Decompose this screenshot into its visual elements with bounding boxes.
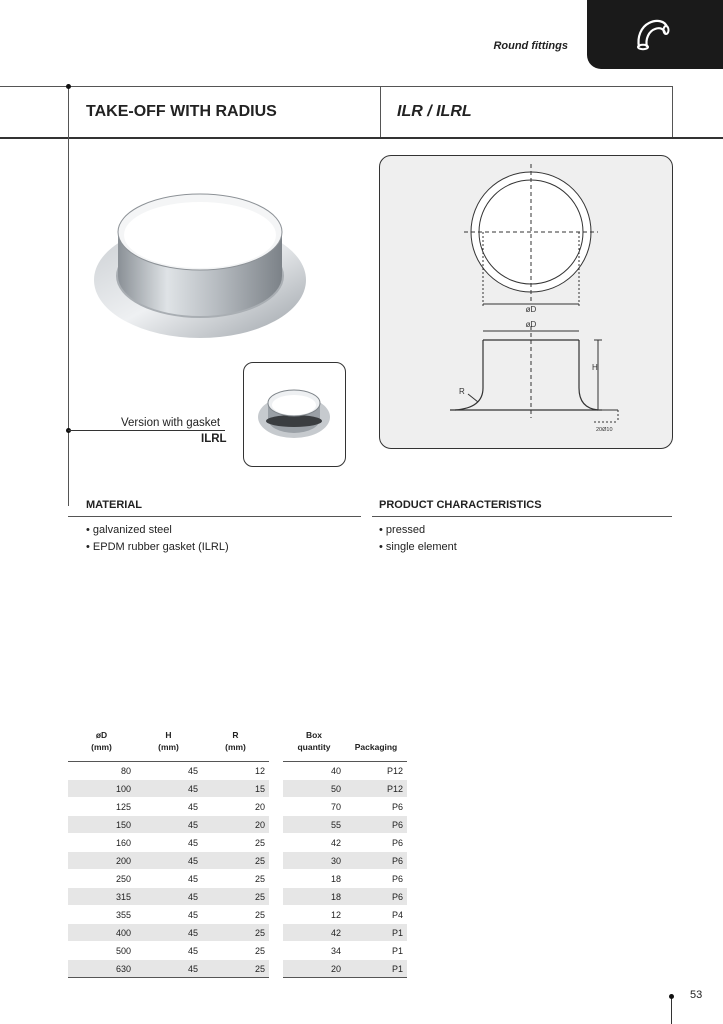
table-cell: P6	[345, 798, 407, 816]
col-header-r: R (mm)	[225, 730, 246, 752]
title-bar-bottom-rule	[0, 137, 723, 139]
margin-rule	[68, 86, 69, 506]
table-cell: P12	[345, 780, 407, 798]
diagram-label-dim: 20Ø10	[596, 427, 613, 433]
product-title: TAKE-OFF WITH RADIUS	[86, 103, 277, 120]
diagram-label-d-top: øD	[525, 305, 537, 314]
dimensions-table	[68, 728, 407, 978]
table-cell: 45	[135, 942, 202, 960]
table-cell: 45	[135, 834, 202, 852]
col-header-pack: Packaging	[354, 742, 398, 752]
table-cell: 100	[68, 780, 135, 798]
table-cell: 160	[68, 834, 135, 852]
table-cell: 50	[283, 780, 345, 798]
table-cell: P6	[345, 870, 407, 888]
table-cell: 12	[283, 906, 345, 924]
product-code: ILR / ILRL	[397, 103, 472, 120]
material-item: • galvanized steel	[86, 524, 172, 536]
gasket-caption-label: Version with gasket	[121, 417, 221, 429]
table-cell: 45	[135, 924, 202, 942]
table-cell: 125	[68, 798, 135, 816]
table-cell: 45	[135, 852, 202, 870]
col-header-h: H (mm)	[158, 730, 179, 752]
material-item: • EPDM rubber gasket (ILRL)	[86, 541, 229, 553]
table-cell: 42	[283, 924, 345, 942]
table-cell: 25	[202, 924, 269, 942]
table-row	[68, 798, 407, 816]
characteristics-item: • pressed	[379, 524, 426, 536]
table-cell: 70	[283, 798, 345, 816]
table-cell: 45	[135, 816, 202, 834]
table-cell: 25	[202, 888, 269, 906]
table-row	[68, 960, 407, 978]
table-cell: 20	[283, 960, 345, 978]
table-cell: 80	[68, 762, 135, 780]
table-cell: 12	[202, 762, 269, 780]
title-bar-top-rule	[0, 86, 672, 87]
page-number: 53	[690, 989, 703, 1001]
table-row	[68, 816, 407, 834]
characteristics-heading: PRODUCT CHARACTERISTICS	[379, 499, 542, 511]
pipe-elbow-icon	[633, 17, 673, 51]
table-cell: 30	[283, 852, 345, 870]
table-cell: P6	[345, 852, 407, 870]
table-cell: 630	[68, 960, 135, 978]
table-cell: 400	[68, 924, 135, 942]
table-row	[68, 834, 407, 852]
table-cell: 45	[135, 798, 202, 816]
table-row	[68, 942, 407, 960]
table-cell: 25	[202, 834, 269, 852]
table-cell: 34	[283, 942, 345, 960]
material-heading: MATERIAL	[86, 499, 143, 511]
title-bar-end	[672, 86, 673, 137]
table-cell: 45	[135, 870, 202, 888]
product-photo	[90, 180, 310, 350]
table-cell: P6	[345, 888, 407, 906]
title-divider	[380, 86, 381, 137]
margin-dot	[66, 84, 71, 89]
table-cell: 42	[283, 834, 345, 852]
table-row	[68, 888, 407, 906]
gasket-photo	[244, 363, 345, 466]
diagram-label-r: R	[459, 387, 465, 396]
table-cell: P1	[345, 960, 407, 978]
table-cell: P1	[345, 924, 407, 942]
col-header-d: øD (mm)	[91, 730, 112, 752]
table-cell: P6	[345, 816, 407, 834]
table-cell: 45	[135, 780, 202, 798]
table-row	[68, 924, 407, 942]
table-cell: 25	[202, 870, 269, 888]
table-cell: 20	[202, 798, 269, 816]
footer-dot	[669, 994, 674, 999]
table-cell: 18	[283, 870, 345, 888]
material-rule	[68, 516, 361, 517]
table-cell: 45	[135, 960, 202, 978]
table-cell: P4	[345, 906, 407, 924]
table-cell: 45	[135, 762, 202, 780]
table-cell: P6	[345, 834, 407, 852]
table-cell: 250	[68, 870, 135, 888]
table-cell: 15	[202, 780, 269, 798]
characteristics-rule	[372, 516, 672, 517]
table-cell: 500	[68, 942, 135, 960]
technical-drawing	[379, 155, 673, 449]
table-cell: 18	[283, 888, 345, 906]
characteristics-item: • single element	[379, 541, 457, 553]
table-cell: 355	[68, 906, 135, 924]
gasket-caption-code: ILRL	[201, 433, 227, 445]
diagram-label-d-side: øD	[525, 320, 537, 329]
diagram-label-h: H	[592, 363, 598, 372]
table-cell: P1	[345, 942, 407, 960]
table-cell: 200	[68, 852, 135, 870]
table-row	[68, 852, 407, 870]
table-cell: 20	[202, 816, 269, 834]
table-cell: 45	[135, 888, 202, 906]
section-label: Round fittings	[493, 40, 568, 52]
table-row	[68, 762, 407, 780]
table-cell: 25	[202, 942, 269, 960]
caption-leader	[68, 430, 225, 431]
col-header-box: Box quantity	[297, 730, 331, 752]
table-cell: 150	[68, 816, 135, 834]
table-cell: 45	[135, 906, 202, 924]
table-row	[68, 870, 407, 888]
table-cell: 315	[68, 888, 135, 906]
table-cell: 25	[202, 960, 269, 978]
table-cell: P12	[345, 762, 407, 780]
table-cell: 40	[283, 762, 345, 780]
gasket-thumbnail	[243, 362, 346, 467]
table-row	[68, 780, 407, 798]
table-cell: 25	[202, 906, 269, 924]
table-cell: 25	[202, 852, 269, 870]
table-row	[68, 906, 407, 924]
section-tab	[587, 0, 723, 69]
footer-rule	[671, 996, 672, 1024]
table-cell: 55	[283, 816, 345, 834]
